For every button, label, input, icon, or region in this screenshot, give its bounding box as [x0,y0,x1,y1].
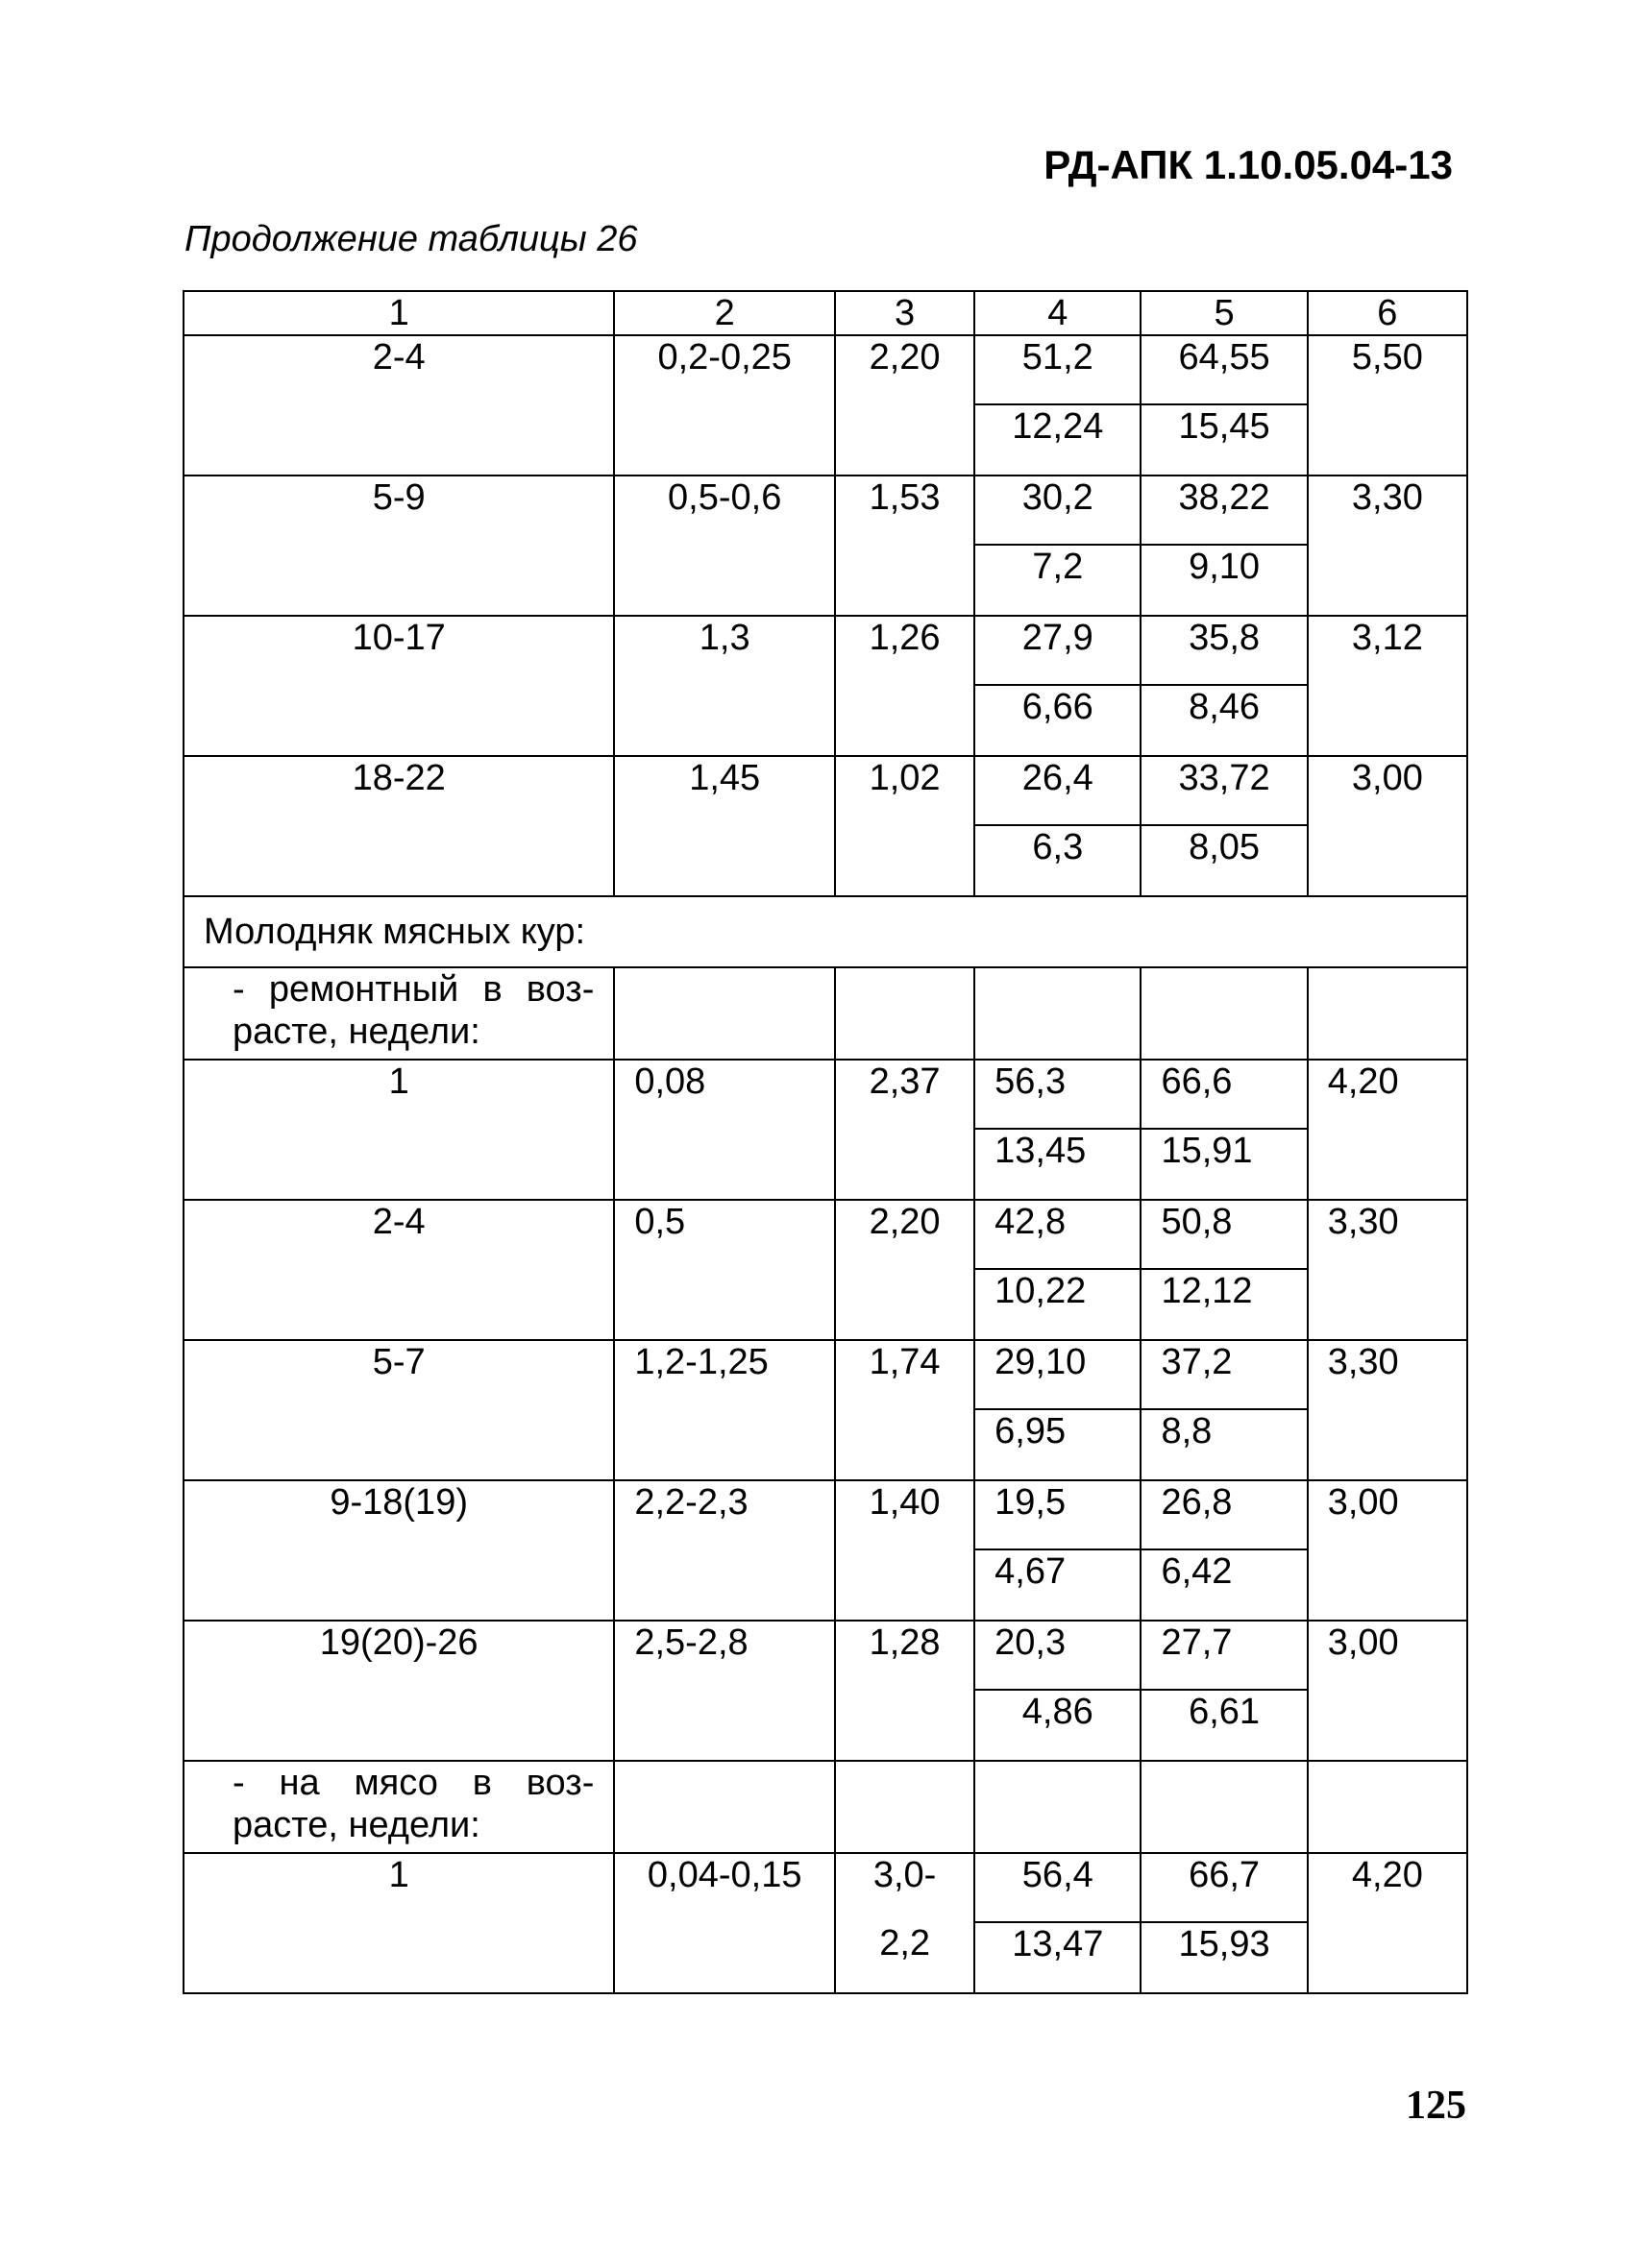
subsection-row [184,967,1467,1060]
value-cell: 26,4 [974,756,1141,825]
age-cell: 1 [184,1060,614,1200]
age-cell: 10-17 [184,616,614,756]
value-cell: 0,5 [614,1200,835,1340]
value-cell: 9,10 [1141,545,1307,616]
value-cell: 1,2-1,25 [614,1340,835,1480]
value-cell: 8,05 [1141,825,1307,896]
table-row [184,1340,1467,1409]
empty-cell [1141,1761,1307,1853]
empty-cell [835,1761,974,1853]
value-cell: 56,4 [974,1853,1141,1922]
table-caption: Продолжение таблицы 26 [184,219,638,259]
value-cell: 1,3 [614,616,835,756]
column-number: 1 [184,291,614,335]
value-cell: 4,20 [1308,1853,1467,1993]
age-cell: 5-7 [184,1340,614,1480]
value-cell: 56,3 [974,1060,1141,1129]
value-cell: 0,04-0,15 [614,1853,835,1993]
value-cell: 15,91 [1141,1129,1307,1200]
table-row [184,756,1467,825]
subsection-title: - на мясо в воз-раcте, недели: [184,1761,614,1853]
value-cell: 35,8 [1141,616,1307,685]
value-cell: 1,45 [614,756,835,896]
column-number: 3 [835,291,974,335]
column-number: 2 [614,291,835,335]
value-cell: 4,67 [974,1549,1141,1621]
table-row [184,1480,1467,1549]
value-cell: 6,66 [974,685,1141,756]
value-cell: 37,2 [1141,1340,1307,1409]
value-cell: 2,20 [835,1200,974,1340]
value-cell: 3,30 [1308,476,1467,616]
value-cell: 13,45 [974,1129,1141,1200]
value-cell: 13,47 [974,1922,1141,1993]
value-cell: 2,2 [835,1922,974,1993]
subsection-title: - ремонтный в воз-раcте, недели: [184,967,614,1060]
value-cell: 38,22 [1141,476,1307,545]
value-cell: 3,30 [1308,1200,1467,1340]
value-cell: 1,02 [835,756,974,896]
column-number: 6 [1308,291,1467,335]
empty-cell [974,967,1141,1060]
value-cell: 29,10 [974,1340,1141,1409]
value-cell: 6,61 [1141,1690,1307,1761]
value-cell: 0,5-0,6 [614,476,835,616]
empty-cell [614,1761,835,1853]
value-cell: 6,95 [974,1409,1141,1480]
value-cell: 26,8 [1141,1480,1307,1549]
value-cell: 8,46 [1141,685,1307,756]
value-cell: 33,72 [1141,756,1307,825]
column-number: 4 [974,291,1141,335]
value-cell: 3,0- [835,1853,974,1922]
value-cell: 8,8 [1141,1409,1307,1480]
table-row [184,1621,1467,1690]
value-cell: 7,2 [974,545,1141,616]
value-cell: 5,50 [1308,335,1467,476]
age-cell: 2-4 [184,335,614,476]
value-cell: 2,5-2,8 [614,1621,835,1761]
value-cell: 4,20 [1308,1060,1467,1200]
table-row [184,476,1467,545]
empty-cell [974,1761,1141,1853]
value-cell: 50,8 [1141,1200,1307,1269]
value-cell: 66,6 [1141,1060,1307,1129]
value-cell: 6,42 [1141,1549,1307,1621]
value-cell: 6,3 [974,825,1141,896]
section-row [184,896,1467,967]
value-cell: 1,26 [835,616,974,756]
value-cell: 12,12 [1141,1269,1307,1340]
value-cell: 1,53 [835,476,974,616]
value-cell: 2,20 [835,335,974,476]
document-code: РД-АПК 1.10.05.04-13 [1043,142,1453,187]
value-cell: 1,74 [835,1340,974,1480]
value-cell: 1,40 [835,1480,974,1621]
table-row [184,1200,1467,1269]
value-cell: 27,7 [1141,1621,1307,1690]
age-cell: 9-18(19) [184,1480,614,1621]
value-cell: 64,55 [1141,335,1307,404]
value-cell: 12,24 [974,404,1141,476]
value-cell: 2,2-2,3 [614,1480,835,1621]
table-row [184,1060,1467,1129]
value-cell: 3,12 [1308,616,1467,756]
value-cell: 3,00 [1308,756,1467,896]
empty-cell [614,967,835,1060]
column-number: 5 [1141,291,1307,335]
section-title: Молодняк мясных кур: [184,896,1467,967]
age-cell: 5-9 [184,476,614,616]
age-cell: 1 [184,1853,614,1993]
value-cell: 3,00 [1308,1480,1467,1621]
value-cell: 42,8 [974,1200,1141,1269]
subsection-row [184,1761,1467,1853]
value-cell: 3,30 [1308,1340,1467,1480]
age-cell: 19(20)-26 [184,1621,614,1761]
table-row [184,335,1467,404]
value-cell: 27,9 [974,616,1141,685]
value-cell: 19,5 [974,1480,1141,1549]
value-cell: 1,28 [835,1621,974,1761]
page-number: 125 [1406,2084,1466,2128]
value-cell: 0,2-0,25 [614,335,835,476]
age-cell: 2-4 [184,1200,614,1340]
value-cell: 30,2 [974,476,1141,545]
table-row [184,1853,1467,1922]
value-cell: 66,7 [1141,1853,1307,1922]
data-table [183,290,1468,1994]
value-cell: 0,08 [614,1060,835,1200]
empty-cell [1141,967,1307,1060]
value-cell: 2,37 [835,1060,974,1200]
empty-cell [1308,967,1467,1060]
value-cell: 4,86 [974,1690,1141,1761]
value-cell: 20,3 [974,1621,1141,1690]
value-cell: 3,00 [1308,1621,1467,1761]
value-cell: 51,2 [974,335,1141,404]
column-number-row [184,291,1467,335]
value-cell: 15,93 [1141,1922,1307,1993]
empty-cell [835,967,974,1060]
table-row [184,616,1467,685]
age-cell: 18-22 [184,756,614,896]
value-cell: 15,45 [1141,404,1307,476]
empty-cell [1308,1761,1467,1853]
value-cell: 10,22 [974,1269,1141,1340]
